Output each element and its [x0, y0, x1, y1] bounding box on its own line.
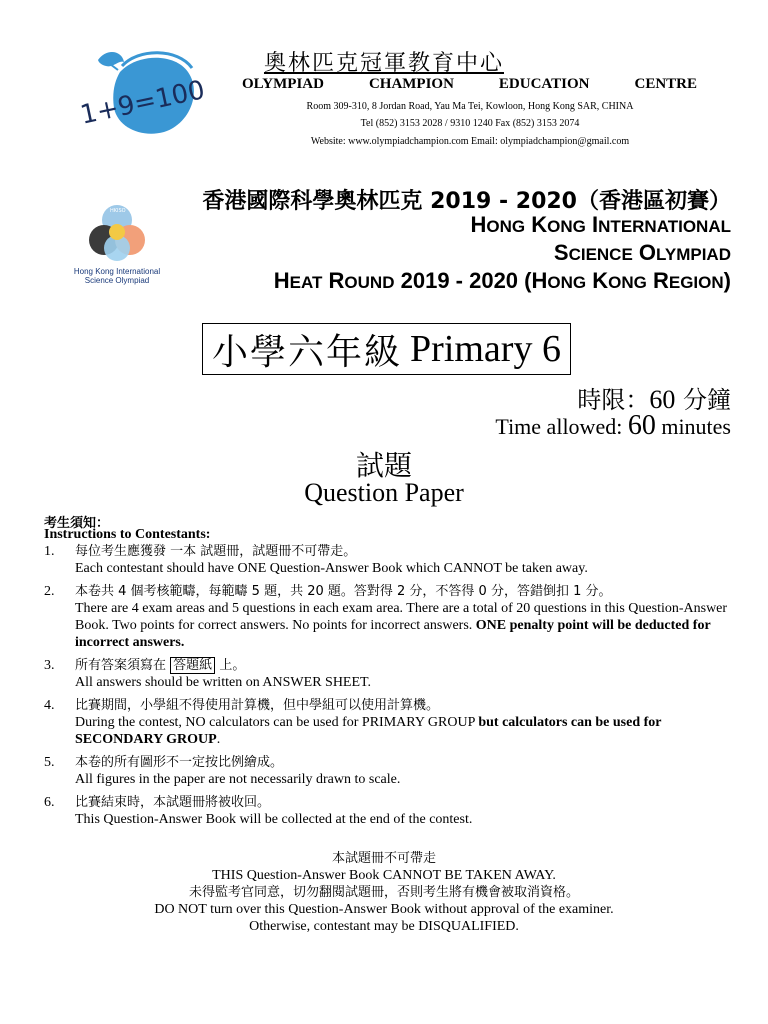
instruction-english: This Question-Answer Book will be collected at the end of the contest. [75, 812, 473, 827]
instruction-english: All figures in the paper are not necessarily drawn to scale. [75, 772, 401, 787]
instruction-item: 6. 比賽結束時，本試題冊將被收回。 This Question-Answer Book will be collected at the end of the contest. [44, 794, 734, 828]
footer-notice [0, 850, 768, 935]
org-name-english [242, 76, 697, 93]
footer-english-3: Otherwise, contestant may be DISQUALIFIED. [249, 919, 519, 934]
instruction-english: Each contestant should have ONE Question-Answer Book which CANNOT be taken away. [75, 561, 588, 576]
grade-english: Primary 6 [410, 328, 561, 370]
time-allowed-english: Time allowed: 60 minutes [495, 410, 731, 441]
instruction-chinese: 比賽期間，小學組不得使用計算機，但中學組可以使用計算機。 [75, 698, 440, 713]
org-website-email: Website: www.olympiadchampion.com Email: olympiadchampion@gmail.com [310, 136, 630, 147]
competition-title-chinese: 香港國際科學奧林匹克 2019 - 2020（香港區初賽） [202, 189, 731, 214]
competition-title-line-1: HONG KONG INTERNATIONAL [470, 212, 731, 237]
instruction-chinese: 每位考生應獲發 一本 試題冊，試題冊不可帶走。 [75, 544, 357, 559]
hkiso-logo-badge: HKISO [110, 208, 126, 214]
org-address: Room 309-310, 8 Jordan Road, Yau Ma Tei, Kowloon, Hong Kong SAR, CHINA [306, 101, 634, 112]
answer-sheet-box: 答題紙 [170, 657, 215, 674]
hkiso-caption-2: Science Olympiad [84, 276, 150, 285]
paper-title-chinese: 試題 [355, 449, 412, 482]
org-word-3: EDUCATION [498, 76, 590, 92]
competition-title-line-3: HEAT ROUND 2019 - 2020 (HONG KONG REGION) [273, 268, 731, 293]
org-word-2: CHAMPION [368, 76, 454, 92]
instruction-chinese: 本卷的所有圖形不一定按比例繪成。 [75, 755, 284, 770]
instruction-item: 4. 比賽期間，小學組不得使用計算機，但中學組可以使用計算機。 During the contest, NO calculators can be used for PRIMARY GROUP but calculators can be used for SECONDARY GROUP. [44, 697, 734, 748]
hkiso-caption-1: Hong Kong International [73, 267, 161, 276]
grade-box [202, 323, 571, 375]
competition-title-line-2: SCIENCE OLYMPIAD [553, 240, 731, 265]
instruction-english: There are 4 exam areas and 5 questions in each exam area. There are a total of 20 questions in this Question-Answer Book. Two points for correct answers. No points for incorrect answers. ONE penalty point will be deducted for incorrect answers. [75, 601, 728, 650]
footer-chinese-2: 未得監考官同意，切勿翻閱試題冊，否則考生將有機會被取消資格。 [188, 885, 579, 900]
instruction-chinese: 所有答案須寫在 答題紙 上。 [75, 658, 246, 673]
footer-chinese-1: 本試題冊不可帶走 [331, 851, 436, 866]
footer-english-2: DO NOT turn over this Question-Answer Book without approval of the examiner. [154, 902, 614, 917]
paper-title-english: Question Paper [304, 478, 464, 507]
instruction-item: 1. 每位考生應獲發 一本 試題冊，試題冊不可帶走。 Each contestant should have ONE Question-Answer Book which CANNOT be taken away. [44, 543, 734, 577]
instruction-english: All answers should be written on ANSWER SHEET. [75, 675, 372, 690]
instruction-chinese: 本卷共 4 個考核範疇，每範疇 5 題，共 20 題。答對得 2 分，不答得 0 分，答錯倒扣 1 分。 [75, 584, 612, 599]
instructions-list [44, 543, 734, 834]
instructions-heading-english: Instructions to Contestants: [44, 527, 211, 542]
instruction-english: During the contest, NO calculators can be used for PRIMARY GROUP but calculators can be used for SECONDARY GROUP. [75, 715, 662, 747]
grade-chinese: 小學六年級 [212, 331, 403, 373]
instruction-item: 5. 本卷的所有圖形不一定按比例繪成。 All figures in the paper are not necessarily drawn to scale. [44, 754, 734, 788]
org-word-1: OLYMPIAD [242, 76, 324, 92]
org-phone: Tel (852) 3153 2028 / 9310 1240 Fax (852) 3153 2074 [360, 118, 580, 129]
org-word-4: CENTRE [634, 76, 697, 92]
instruction-chinese: 比賽結束時，本試題冊將被收回。 [75, 795, 271, 810]
org-name-chinese: 奧林匹克冠軍教育中心 [263, 51, 504, 76]
time-allowed-chinese: 時限：60 分鐘 [577, 385, 731, 414]
logo-equation: 1+9=100 [78, 75, 208, 131]
footer-english-1: THIS Question-Answer Book CANNOT BE TAKEN AWAY. [212, 868, 556, 883]
instruction-item: 2. 本卷共 4 個考核範疇，每範疇 5 題，共 20 題。答對得 2 分，不答得 0 分，答錯倒扣 1 分。 There are 4 exam areas and 5 questions in each exam area. There are a total of 20 questions in this Question-Answer Book. Two points for correct answers. No points for incorrect answers. ONE penalty point will be deducted for incorrect answers. [44, 583, 734, 651]
instruction-item: 3. 所有答案須寫在 答題紙 上。 All answers should be written on ANSWER SHEET. [44, 657, 734, 691]
instructions-heading-chinese: 考生須知： [44, 516, 110, 531]
hkiso-logo [62, 198, 172, 290]
